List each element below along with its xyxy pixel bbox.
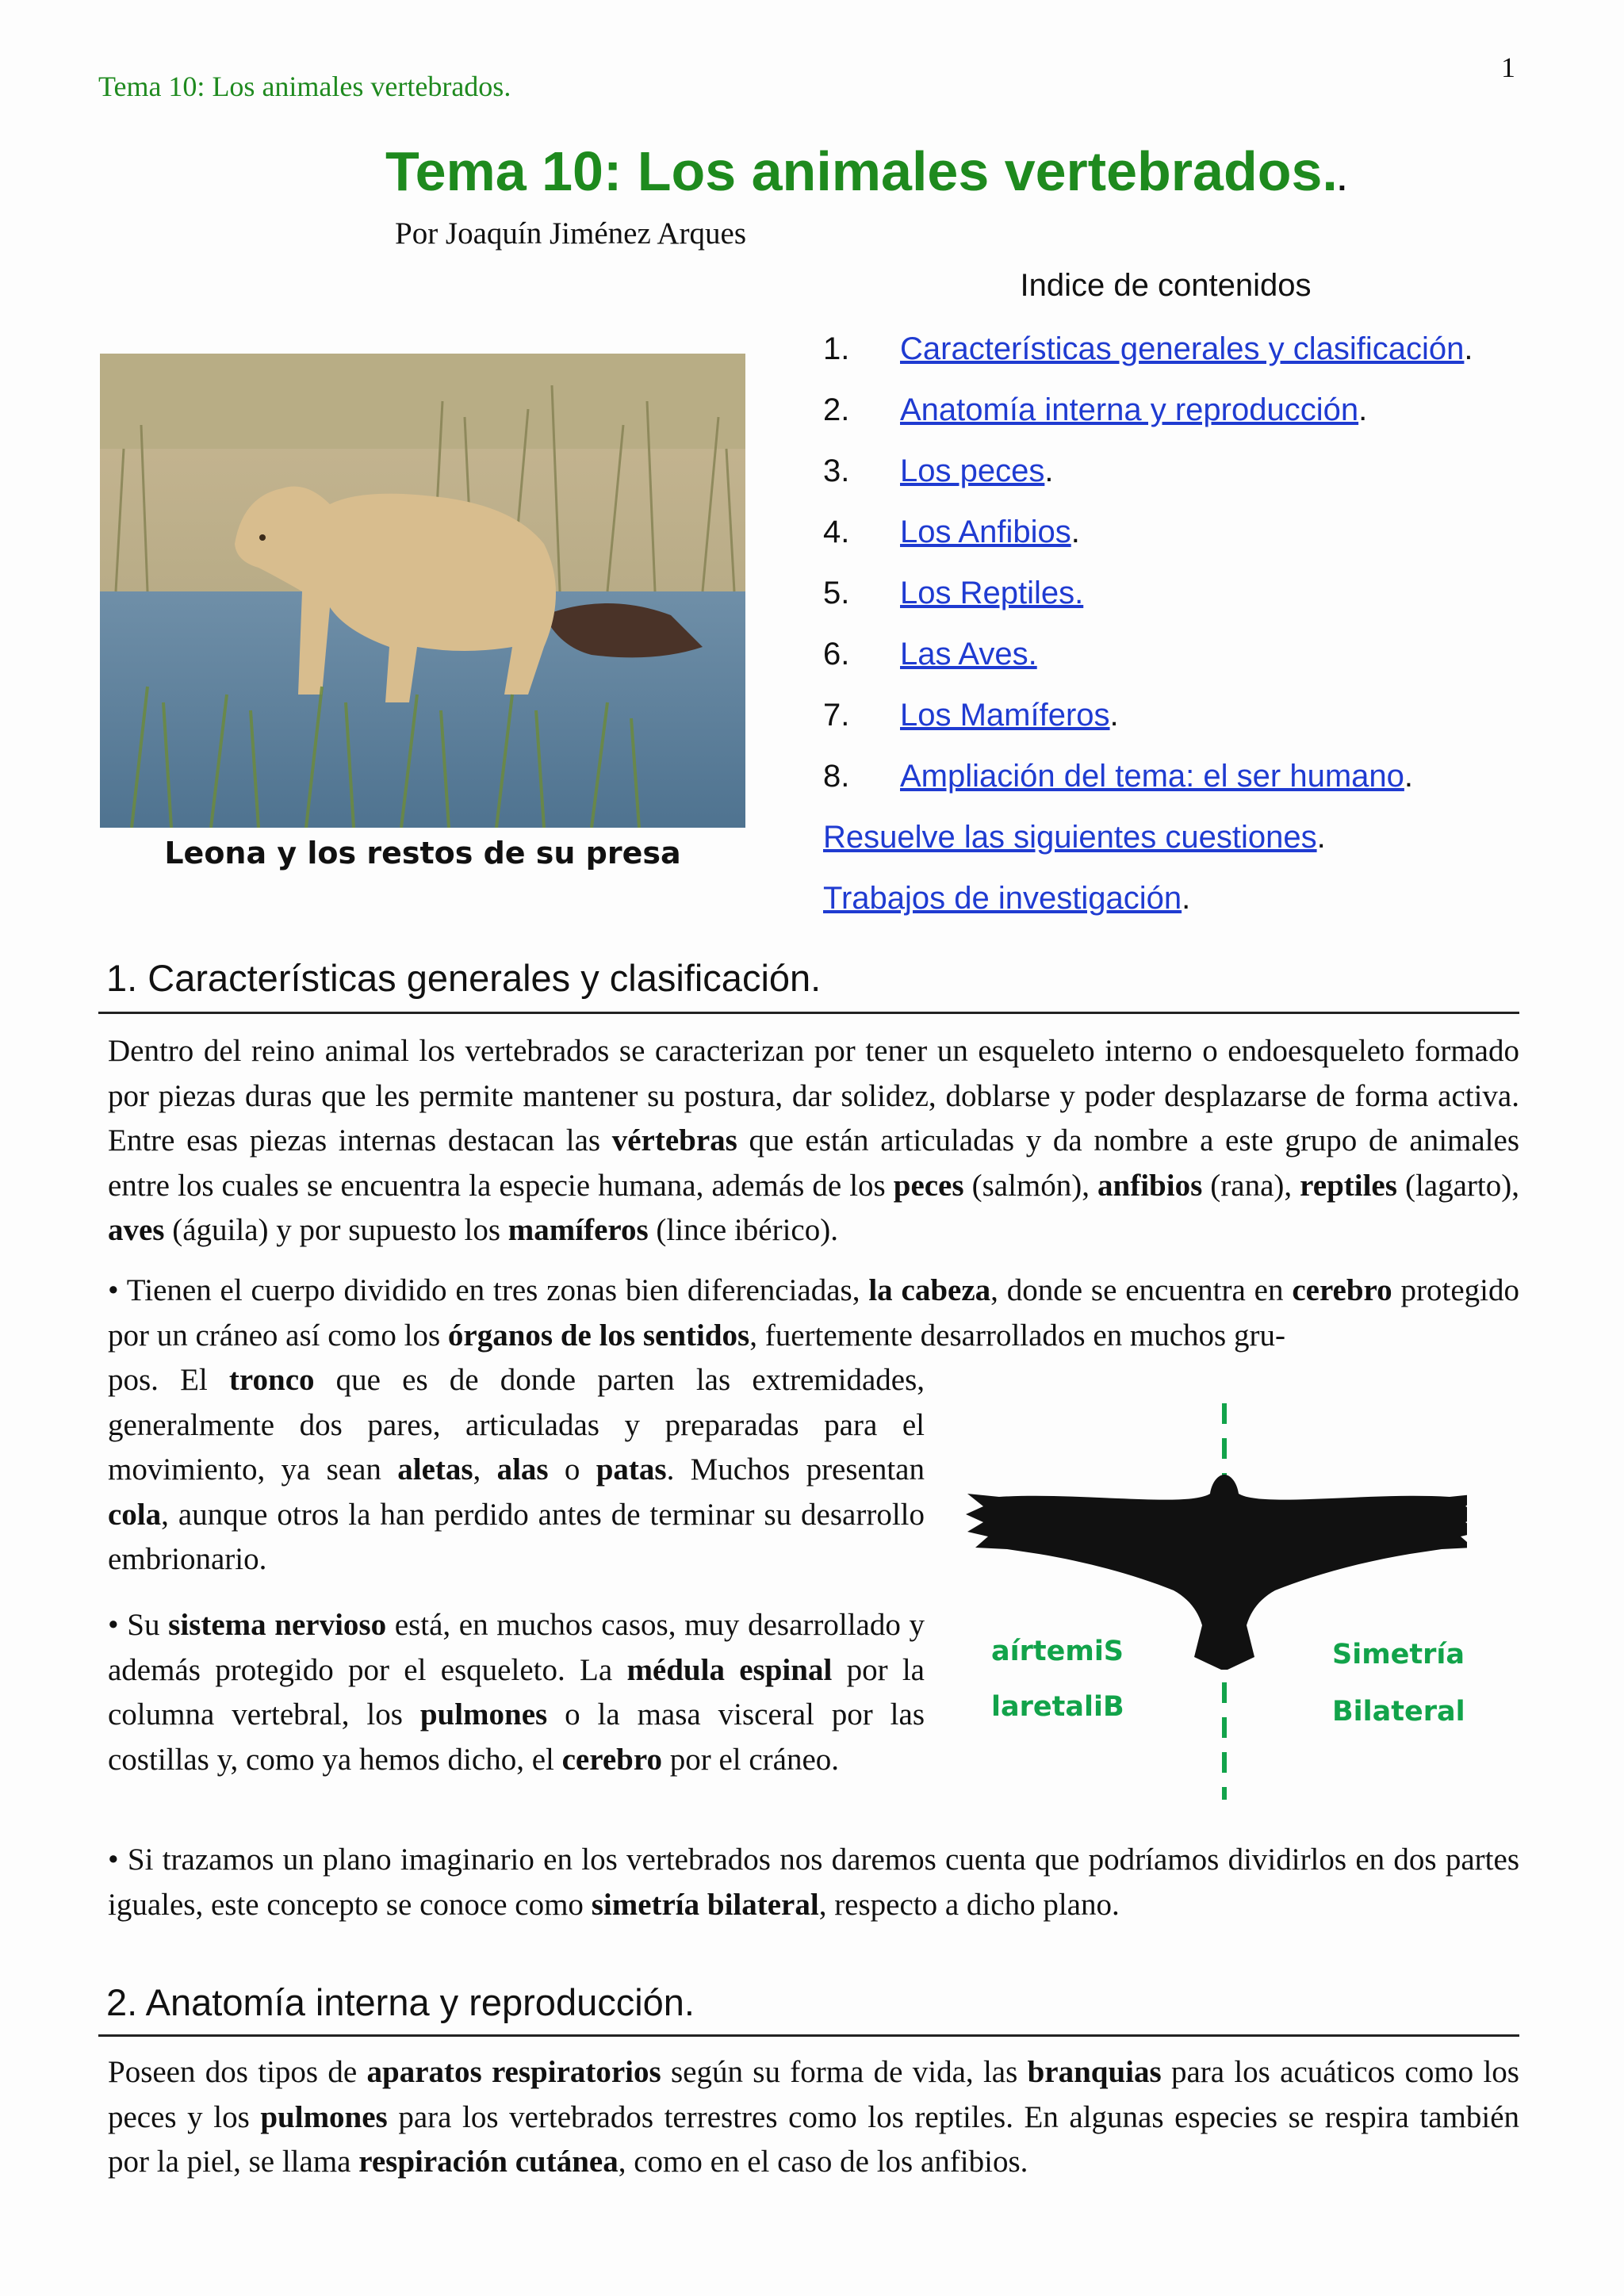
text-run: (rana), xyxy=(1202,1168,1300,1203)
lioness-photo-image xyxy=(100,354,745,828)
toc-item xyxy=(823,449,1553,510)
toc-item-number: 3. xyxy=(823,453,850,488)
toc-item-number: 7. xyxy=(823,698,850,733)
text-run: . Muchos presentan xyxy=(666,1452,925,1487)
section-1-paragraph-2b xyxy=(108,1358,925,1582)
text-run: , xyxy=(473,1452,497,1487)
eagle-silhouette xyxy=(959,1395,1467,1808)
toc-link-caracteristicas[interactable]: Características generales y clasificación xyxy=(900,331,1465,366)
bold-term: alas xyxy=(496,1452,549,1487)
toc-link-anatomia[interactable]: Anatomía interna y reproducción xyxy=(900,392,1359,427)
toc-item-suffix: . xyxy=(1404,759,1414,794)
page-title xyxy=(385,140,1346,203)
title-text: Tema 10: Los animales vertebrados. xyxy=(385,140,1338,202)
photo-caption: Leona y los restos de su presa xyxy=(164,836,681,871)
mirrored-label-1: aírtemiS xyxy=(991,1636,1124,1667)
text-run: según su forma de vida, las xyxy=(661,2055,1028,2089)
text-run: o xyxy=(548,1452,596,1487)
text-run: , fuertemente desarrollados en muchos gru- xyxy=(749,1318,1285,1353)
text-run: protegido por un cráneo así como los xyxy=(108,1273,1519,1353)
section-1-paragraph-3 xyxy=(108,1603,925,1782)
text-run: , aunque otros la han perdido antes de terminar su desarrollo embrionario. xyxy=(108,1497,925,1577)
bold-term: peces xyxy=(893,1168,964,1203)
toc-item-number: 1. xyxy=(823,331,850,366)
toc-link-cuestiones[interactable]: Resuelve las siguientes cuestiones xyxy=(823,820,1317,855)
bold-term: mamíferos xyxy=(508,1213,649,1248)
toc-item-number: 4. xyxy=(823,515,850,549)
title-trailing-dot: . xyxy=(1337,163,1346,197)
text-run: • Tienen el cuerpo dividido en tres zonas bien diferenciadas, xyxy=(108,1273,869,1307)
section-1-paragraph-4 xyxy=(108,1838,1519,1927)
bold-term: la cabeza xyxy=(868,1273,991,1307)
bold-term: respiración cutánea xyxy=(358,2145,619,2179)
bold-term: anfibios xyxy=(1097,1168,1203,1203)
text-run: por la columna vertebral, los xyxy=(108,1652,925,1732)
bold-term: branquias xyxy=(1027,2055,1162,2089)
section-2-heading: 2. Anatomía interna y reproducción. xyxy=(106,1981,695,2023)
toc-item-suffix: . xyxy=(1071,515,1080,549)
text-run: • Si trazamos un plano imaginario en los vertebrados nos daremos cuenta que podríamos dividirlos en dos partes iguales, este concepto se conoce como xyxy=(108,1843,1519,1922)
bold-term: cerebro xyxy=(561,1742,662,1777)
page-number: 1 xyxy=(1501,52,1515,83)
toc-item xyxy=(823,754,1553,815)
bold-term: aves xyxy=(108,1213,165,1248)
text-run: (águila) y por supuesto los xyxy=(164,1213,508,1248)
toc-link-ampliacion[interactable]: Ampliación del tema: el ser humano xyxy=(900,759,1404,794)
bold-term: cola xyxy=(108,1497,162,1532)
toc-item-suffix: . xyxy=(1044,453,1054,488)
symmetry-label-2: Bilateral xyxy=(1332,1696,1465,1728)
section-1-heading: 1. Características generales y clasificación. xyxy=(106,957,822,999)
bold-term: pulmones xyxy=(260,2099,388,2134)
text-run: o la masa visceral por las costillas y, como ya hemos dicho, el xyxy=(108,1697,925,1777)
bold-term: órganos de los sentidos xyxy=(447,1318,750,1353)
toc-item xyxy=(823,693,1553,754)
toc-item xyxy=(823,327,1553,388)
toc-item-number: 5. xyxy=(823,576,850,610)
bold-term: tronco xyxy=(228,1363,315,1397)
toc-item xyxy=(823,876,1553,937)
toc-item xyxy=(823,388,1553,449)
text-run: que es de donde parten las extremidades, generalmente dos pares, articuladas y preparadas para el movimiento, ya sean xyxy=(108,1363,925,1487)
table-of-contents xyxy=(823,327,1553,937)
author-line: Por Joaquín Jiménez Arques xyxy=(395,216,747,251)
section-1-paragraph-2a xyxy=(108,1269,1519,1358)
text-run: para los vertebrados terrestres como los reptiles. En algunas especies se respira también por la piel, se llama xyxy=(108,2099,1520,2179)
text-run: , respecto a dicho plano. xyxy=(818,1887,1120,1922)
toc-item-suffix: . xyxy=(1358,392,1368,427)
toc-link-reptiles[interactable]: Los Reptiles. xyxy=(900,576,1084,610)
bold-term: cerebro xyxy=(1292,1273,1392,1307)
toc-item-number: 8. xyxy=(823,759,850,794)
text-run: que están articuladas y da nombre a este grupo de animales entre los cuales se encuentra la especie humana, además de los xyxy=(108,1123,1520,1203)
bold-term: patas xyxy=(596,1452,667,1487)
toc-item xyxy=(823,571,1553,632)
running-head: Tema 10: Los animales vertebrados. xyxy=(98,71,511,102)
bold-term: sistema nervioso xyxy=(168,1608,387,1642)
bold-term: simetría bilateral xyxy=(591,1887,819,1922)
section-1-rule xyxy=(98,1012,1519,1014)
text-run: por el cráneo. xyxy=(661,1742,840,1777)
toc-item-suffix: . xyxy=(1316,820,1326,855)
toc-title: Indice de contenidos xyxy=(1020,268,1312,303)
toc-item-suffix: . xyxy=(1464,331,1473,366)
section-1-paragraph-1 xyxy=(108,1029,1519,1253)
text-run: (lince ibérico). xyxy=(648,1213,838,1248)
text-run: Dentro del reino animal los vertebrados se caracterizan por tener un esqueleto interno o endoesqueleto formado por piezas duras que les permite mantener su postura, dar solidez, doblarse y poder desplazarse de forma activa. Entre esas piezas internas destacan las xyxy=(108,1034,1519,1158)
bold-term: aletas xyxy=(397,1452,473,1487)
toc-link-investigacion[interactable]: Trabajos de investigación xyxy=(823,881,1182,916)
bold-term: pulmones xyxy=(419,1697,548,1732)
text-run: , como en el caso de los anfibios. xyxy=(618,2145,1028,2179)
toc-item xyxy=(823,510,1553,571)
text-run: pos. El xyxy=(108,1363,229,1397)
symmetry-label-1: Simetría xyxy=(1332,1639,1465,1670)
text-run: • Su xyxy=(108,1608,169,1642)
toc-link-mamiferos[interactable]: Los Mamíferos xyxy=(900,698,1110,733)
toc-item-number: 6. xyxy=(823,637,850,672)
bold-term: aparatos respiratorios xyxy=(366,2055,661,2089)
text-run: Poseen dos tipos de xyxy=(108,2055,367,2089)
toc-link-aves[interactable]: Las Aves. xyxy=(900,637,1037,672)
toc-link-peces[interactable]: Los peces xyxy=(900,453,1045,488)
bold-term: reptiles xyxy=(1300,1168,1397,1203)
toc-item-number: 2. xyxy=(823,392,850,427)
toc-item xyxy=(823,815,1553,876)
section-2-rule xyxy=(98,2034,1519,2037)
toc-item xyxy=(823,632,1553,693)
mirrored-label-2: laretaliB xyxy=(991,1691,1124,1723)
symmetry-figure xyxy=(959,1395,1467,1808)
toc-link-anfibios[interactable]: Los Anfibios xyxy=(900,515,1071,549)
text-run: para los acuáticos como los peces y los xyxy=(108,2055,1519,2134)
section-2-paragraph-1 xyxy=(108,2050,1519,2185)
lioness-photo xyxy=(100,354,745,828)
text-run: está, en muchos casos, muy desarrollado y además protegido por el esqueleto. La xyxy=(108,1608,925,1687)
text-run: (lagarto), xyxy=(1396,1168,1519,1203)
toc-item-suffix: . xyxy=(1109,698,1119,733)
text-run: (salmón), xyxy=(963,1168,1098,1203)
bold-term: médula espinal xyxy=(626,1652,833,1687)
toc-item-suffix: . xyxy=(1182,881,1191,916)
bold-term: vértebras xyxy=(611,1123,737,1158)
text-run: , donde se encuentra en xyxy=(990,1273,1293,1307)
